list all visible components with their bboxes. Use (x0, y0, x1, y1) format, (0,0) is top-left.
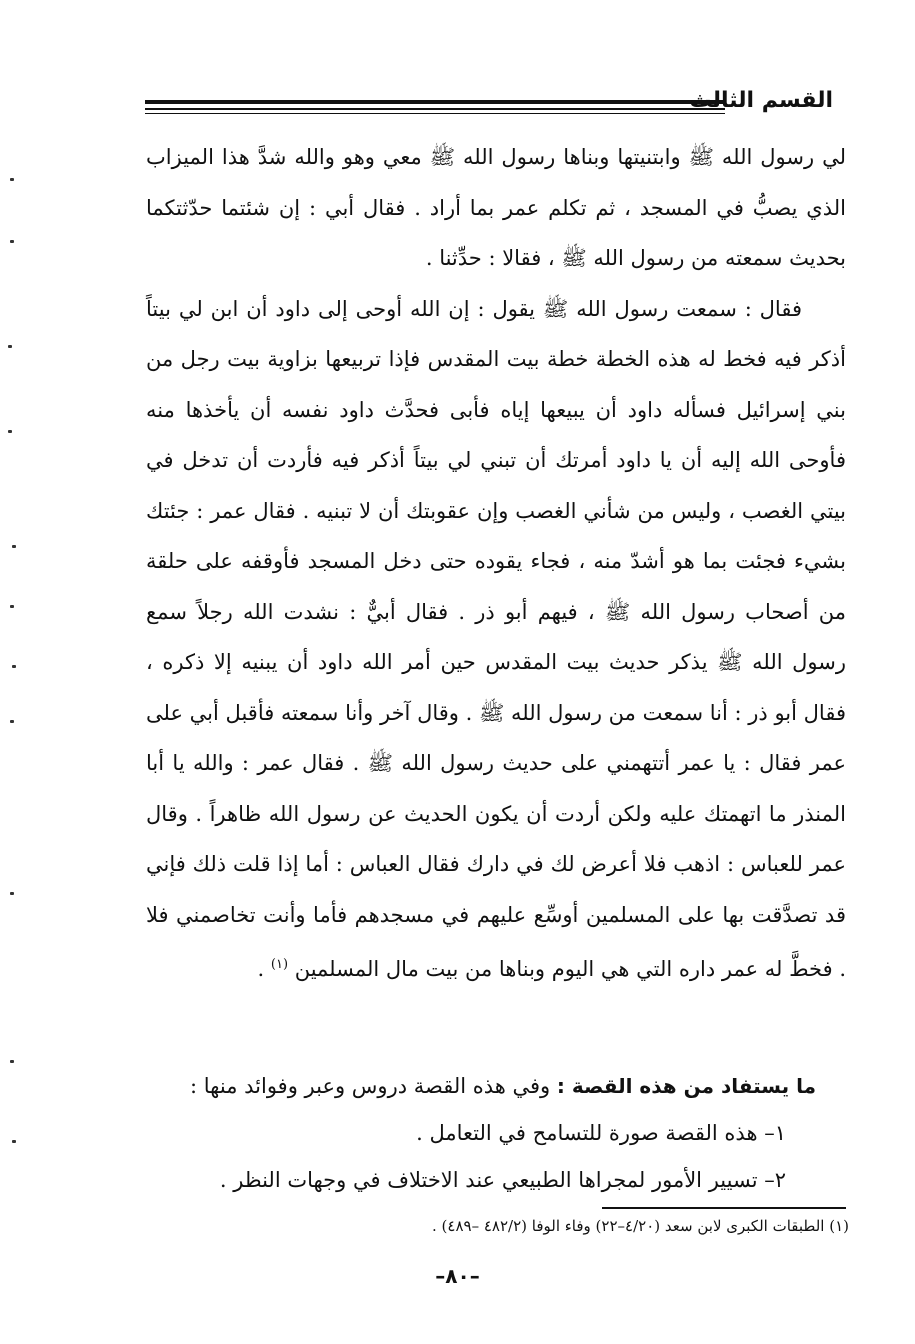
paragraph-2-end: . (257, 957, 265, 981)
scan-speck (10, 892, 14, 895)
benefits-section (146, 1063, 846, 1204)
scan-speck (12, 665, 16, 668)
scan-speck (12, 545, 16, 548)
scan-speck (10, 720, 14, 723)
benefit-item-1: ١– هذه القصة صورة للتسامح في التعامل . (416, 1121, 786, 1145)
paragraph-1: لي رسول الله ﷺ وابتنيتها وبناها رسول الله ﷺ معي وهو والله شدَّ هذا الميزاب الذي يصبُّ في المسجد ، ثم تكلم عمر بما أراد . فقال أبي : إن شئتما حدّثتكما بحديث سمعته من رسول الله ﷺ ، فقالا : حدِّثنا . (146, 145, 846, 270)
benefits-intro: وفي هذه القصة دروس وعبر وفوائد منها : (190, 1074, 551, 1098)
scan-speck (10, 240, 14, 243)
scan-speck (10, 178, 14, 181)
header-rule-thin (145, 113, 725, 114)
scan-speck (8, 345, 12, 348)
scan-speck (10, 605, 14, 608)
paragraph-2-text: فقال : سمعت رسول الله ﷺ يقول : إن الله أوحى إلى داود أن ابن لي بيتاً أذكر فيه فخط له هذه الخطة خطة بيت المقدس فإذا تربيعها بزاوية بيت رجل من بني إسرائيل فسأله داود أن يبيعها إياه فأبى فحدَّث داود نفسه أن يأخذها منه فأوحى الله إليه أن يا داود أمرتك أن تبني لي بيتاً أذكر فيه فأردت أن تدخل في بيتي الغصب ، وليس من شأني الغصب وإن عقوبتك أن لا تبنيه . فقال عمر : جئتك بشيء فجئت بما هو أشدّ منه ، فجاء يقوده حتى دخل المسجد فأوقفه على حلقة من أصحاب رسول الله ﷺ ، فيهم أبو ذر . فقال أبيٌّ : نشدت الله رجلاً سمع رسول الله ﷺ يذكر حديث بيت المقدس حين أمر الله داود أن يبنيه إلا ذكره ، فقال أبو ذر : أنا سمعت من رسول الله ﷺ . وقال آخر وأنا سمعته فأقبل أبي على عمر فقال : يا عمر أتتهمني على حديث رسول الله ﷺ . فقال عمر : والله يا أبا المنذر ما اتهمتك عليه ولكن أردت أن يكون الحديث عن رسول الله ظاهراً . وقال عمر للعباس : اذهب فلا أعرض لك في دارك فقال العباس : أما إذا قلت ذلك فإني قد تصدَّقت بها على المسلمين أوسِّع عليهم في مسجدهم فأما وأنت تخاصمني فلا . فخطَّ له عمر داره التي هي اليوم وبناها من بيت مال المسلمين (146, 296, 846, 981)
page-number: –٨٠– (435, 1264, 480, 1288)
header-rule-medium (145, 108, 725, 110)
footnote: (١) الطبقات الكبرى لابن سعد (٤/٢٠–٢٢) وفاء الوفا (٤٨٢/٢ –٤٨٩) . (432, 1217, 849, 1235)
benefits-lead (146, 1063, 846, 1110)
scan-speck (10, 1060, 14, 1063)
footnote-rule (602, 1207, 846, 1209)
benefit-item-2: ٢– تسيير الأمور لمجراها الطبيعي عند الاختلاف في وجهات النظر . (219, 1168, 786, 1192)
paragraph-2 (146, 284, 846, 995)
scan-speck (12, 1140, 16, 1143)
main-text (146, 132, 846, 995)
scan-speck (8, 430, 12, 433)
section-title: القسم الثالث (689, 88, 833, 113)
benefits-heading: ما يستفاد من هذه القصة : (556, 1074, 816, 1098)
footnote-marker: (١) (270, 957, 289, 972)
header-rule-thick (145, 100, 725, 104)
